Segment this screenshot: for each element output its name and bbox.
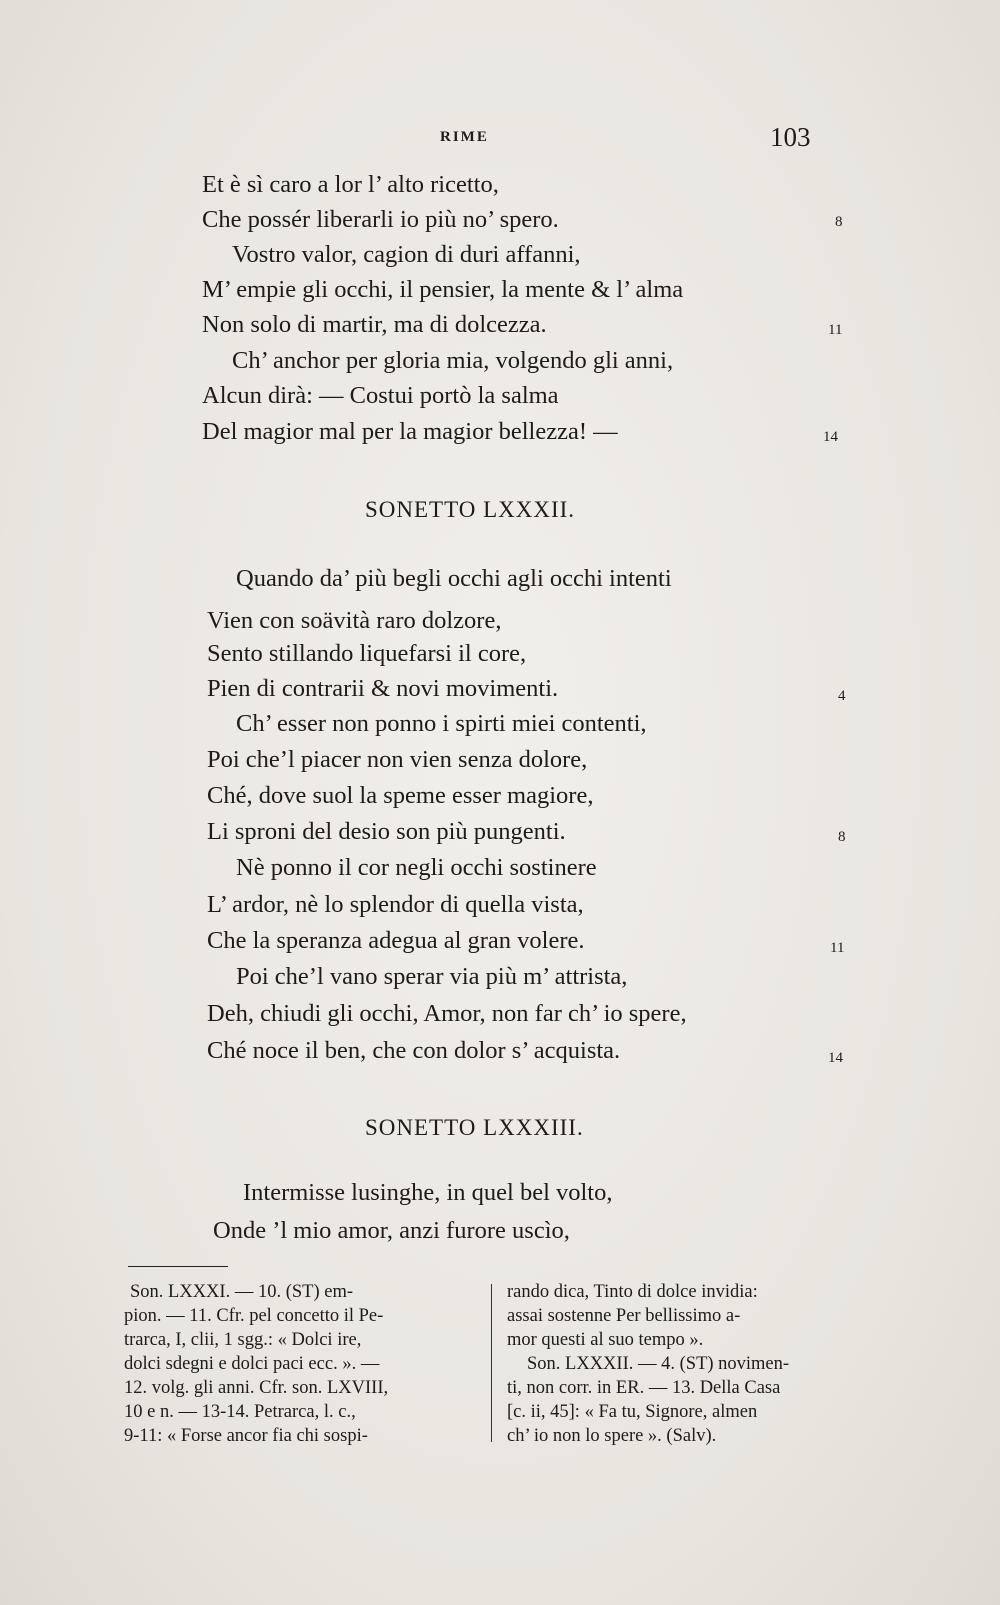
footnote-line: Son. LXXXII. — 4. (ST) novimen- bbox=[527, 1354, 790, 1374]
line-number: 14 bbox=[823, 429, 838, 445]
verse-line: Poi che’l piacer non vien senza dolore, bbox=[207, 746, 588, 773]
sonnet-82-title: SONETTO LXXXII. bbox=[365, 497, 576, 522]
line-number: 8 bbox=[835, 214, 843, 230]
footnote-line: [c. ii, 45]: « Fa tu, Signore, almen bbox=[507, 1402, 758, 1422]
verse-line: Pien di contrarii & novi movimenti. bbox=[207, 675, 559, 702]
verse-line: L’ ardor, nè lo splendor di quella vista, bbox=[207, 891, 584, 918]
verse-line: Et è sì caro a lor l’ alto ricetto, bbox=[202, 171, 499, 198]
footnote-line: mor questi al suo tempo ». bbox=[507, 1330, 704, 1350]
verse-line: Del magior mal per la magior bellezza! — bbox=[202, 418, 618, 445]
footnote-rule bbox=[128, 1266, 228, 1267]
verse-line: Che la speranza adegua al gran volere. bbox=[207, 927, 585, 954]
footnote-line: trarca, I, clii, 1 sgg.: « Dolci ire, bbox=[124, 1330, 362, 1350]
verse-line: Sento stillando liquefarsi il core, bbox=[207, 640, 527, 667]
verse-line: Che possér liberarli io più no’ spero. bbox=[202, 206, 559, 233]
footnote-line: ch’ io non lo spere ». (Salv). bbox=[507, 1426, 717, 1446]
footnote-column-divider bbox=[491, 1284, 492, 1442]
verse-line: Intermisse lusinghe, in quel bel volto, bbox=[243, 1179, 613, 1206]
verse-line: Quando da’ più begli occhi agli occhi intenti bbox=[236, 565, 672, 592]
verse-line: Ché noce il ben, che con dolor s’ acquista. bbox=[207, 1037, 621, 1064]
verse-line: Li sproni del desio son più pungenti. bbox=[207, 818, 566, 845]
line-number: 8 bbox=[838, 829, 846, 845]
verse-line: Vostro valor, cagion di duri affanni, bbox=[232, 241, 581, 268]
verse-line: Onde ’l mio amor, anzi furore uscìo, bbox=[213, 1217, 570, 1244]
verse-line: M’ empie gli occhi, il pensier, la mente & l’ alma bbox=[202, 276, 684, 303]
verse-line: Deh, chiudi gli occhi, Amor, non far ch’ io spere, bbox=[207, 1000, 687, 1027]
footnote-line: assai sostenne Per bellissimo a- bbox=[507, 1306, 741, 1326]
sonnet-83-title: SONETTO LXXXIII. bbox=[365, 1115, 584, 1140]
verse-line: Non solo di martir, ma di dolcezza. bbox=[202, 311, 547, 338]
footnote-line: ti, non corr. in ER. — 13. Della Casa bbox=[507, 1378, 781, 1398]
footnote-line: dolci sdegni e dolci paci ecc. ». — bbox=[124, 1354, 380, 1374]
running-head: RIME bbox=[440, 129, 489, 145]
footnote-line: 10 e n. — 13-14. Petrarca, l. c., bbox=[124, 1402, 356, 1422]
verse-line: Alcun dirà: — Costui portò la salma bbox=[202, 382, 559, 409]
verse-line: Ch’ esser non ponno i spirti miei contenti, bbox=[236, 710, 647, 737]
footnote-line: rando dica, Tinto di dolce invidia: bbox=[507, 1282, 758, 1302]
verse-line: Ché, dove suol la speme esser magiore, bbox=[207, 782, 594, 809]
verse-line: Poi che’l vano sperar via più m’ attrista, bbox=[236, 963, 628, 990]
footnote-line: Son. LXXXI. — 10. (ST) em- bbox=[130, 1282, 354, 1302]
verse-line: Nè ponno il cor negli occhi sostinere bbox=[236, 854, 597, 881]
page-number: 103 bbox=[770, 122, 811, 152]
footnote-line: pion. — 11. Cfr. pel concetto il Pe- bbox=[124, 1306, 384, 1326]
line-number: 11 bbox=[828, 322, 843, 338]
verse-line: Vien con soävità raro dolzore, bbox=[207, 607, 502, 634]
footnote-line: 9-11: « Forse ancor fia chi sospi- bbox=[124, 1426, 368, 1446]
line-number: 11 bbox=[830, 940, 845, 956]
verse-line: Ch’ anchor per gloria mia, volgendo gli anni, bbox=[232, 347, 674, 374]
page-header bbox=[0, 122, 1000, 156]
footnote-line: 12. volg. gli anni. Cfr. son. LXVIII, bbox=[124, 1378, 389, 1398]
line-number: 4 bbox=[838, 688, 846, 704]
line-number: 14 bbox=[828, 1050, 843, 1066]
